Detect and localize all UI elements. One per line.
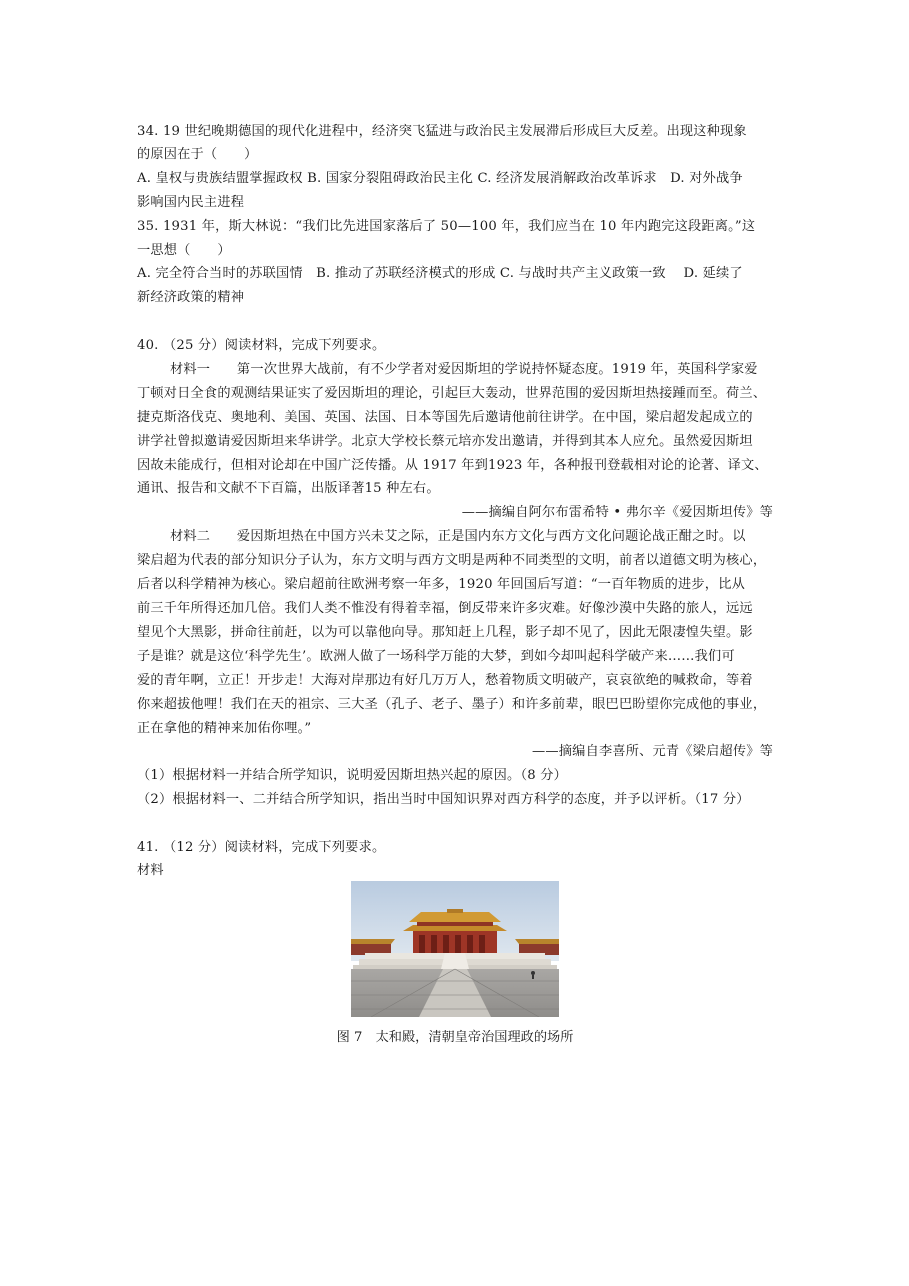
q40-stem: 40. （25 分）阅读材料，完成下列要求。 — [137, 338, 386, 353]
q40-material-1-line: 通讯、报告和文献不下百篇，出版译著15 种左右。 — [137, 481, 440, 496]
q40-sub-question-1: （1）根据材料一并结合所学知识，说明爱因斯坦热兴起的原因。（8 分） — [137, 768, 567, 783]
figure-caption: 图 7 太和殿，清朝皇帝治国理政的场所 — [336, 1030, 574, 1045]
q40-material-2-source: ——摘编自李喜所、元青《梁启超传》等 — [532, 744, 773, 759]
q34-options-line-1: A. 皇权与贵族结盟掌握政权 B. 国家分裂阻碍政治民主化 C. 经济发展消解政治改革诉求 D. 对外战争 — [137, 171, 743, 186]
q40-sub-question-2: （2）根据材料一、二并结合所学知识，指出当时中国知识界对西方科学的态度，并予以评析。（17 分） — [137, 792, 750, 807]
q35-stem-line-2: 一思想（ ） — [137, 243, 231, 258]
q40-material-2-line: 后者以科学精神为核心。梁启超前往欧洲考察一年多，1920 年回国后写道：“一百年物质的进步，比从 — [137, 577, 745, 592]
q40-material-2-line: 前三千年所得还加几倍。我们人类不惟没有得着幸福，倒反带来许多灾难。好像沙漠中失路的旅人，远远 — [137, 601, 753, 616]
q41-stem: 41. （12 分）阅读材料，完成下列要求。 — [137, 840, 386, 855]
q41-material-label: 材料 — [137, 863, 164, 878]
q40-material-1-line: 捷克斯洛伐克、奥地利、美国、英国、法国、日本等国先后邀请他前往讲学。在中国，梁启超发起成立的 — [137, 410, 753, 425]
q40-material-2-line: 望见个大黑影，拼命往前赶，以为可以靠他向导。那知赶上几程，影子却不见了，因此无限凄惶失望。影 — [137, 625, 753, 640]
q40-material-2-line: 爱的青年啊，立正！开步走！大海对岸那边有好几万万人，愁着物质文明破产，哀哀欲绝的喊救命，等着 — [137, 673, 753, 688]
q40-material-1-line: 材料一 第一次世界大战前，有不少学者对爱因斯坦的学说持怀疑态度。1919 年，英国科学家爱 — [170, 362, 758, 377]
q40-material-2-line: 你来超拔他哩！我们在天的祖宗、三大圣（孔子、老子、墨子）和许多前辈，眼巴巴盼望你完成他的事业， — [137, 697, 767, 712]
q34-stem-line-1: 34. 19 世纪晚期德国的现代化进程中，经济突飞猛进与政治民主发展滞后形成巨大反差。出现这种现象 — [137, 124, 747, 139]
q40-material-2-line: 材料二 爱因斯坦热在中国方兴未艾之际，正是国内东方文化与西方文化问题论战正酣之时。以 — [170, 529, 746, 544]
q34-options-line-2: 影响国内民主进程 — [137, 195, 245, 210]
q40-material-2-line: 梁启超为代表的部分知识分子认为，东方文明与西方文明是两种不同类型的文明，前者以道德文明为核心， — [137, 553, 767, 568]
q40-material-1-line: 丁顿对日全食的观测结果证实了爱因斯坦的理论，引起巨大轰动，世界范围的爱因斯坦热接踵而至。荷兰、 — [137, 386, 767, 401]
q35-options-line-1: A. 完全符合当时的苏联国情 B. 推动了苏联经济模式的形成 C. 与战时共产主义政策一致 D. 延续了 — [137, 266, 743, 281]
q40-material-1-line: 讲学社曾拟邀请爱因斯坦来华讲学。北京大学校长蔡元培亦发出邀请，并得到其本人应允。虽然爱因斯坦 — [137, 434, 753, 449]
q40-material-2-line: 子是谁？就是这位‘科学先生’。欧洲人做了一场科学万能的大梦，到如今却叫起科学破产来……我们可 — [137, 649, 735, 664]
q34-stem-line-2: 的原因在于（ ） — [137, 147, 258, 162]
q40-material-1-source: ——摘编自阿尔布雷希特 • 弗尔辛《爱因斯坦传》等 — [461, 505, 773, 520]
q35-stem-line-1: 35. 1931 年，斯大林说：“我们比先进国家落后了 50—100 年，我们应当在 10 年内跑完这段距离。”这 — [137, 219, 756, 234]
taihe-hall-photo — [351, 881, 559, 1017]
q40-material-1-line: 因故未能成行，但相对论却在中国广泛传播。从 1917 年到1923 年，各种报刊登载相对论的论著、译文、 — [137, 458, 768, 473]
q40-material-2-line: 正在拿他的精神来加佑你哩。” — [137, 721, 312, 736]
q35-options-line-2: 新经济政策的精神 — [137, 290, 245, 305]
